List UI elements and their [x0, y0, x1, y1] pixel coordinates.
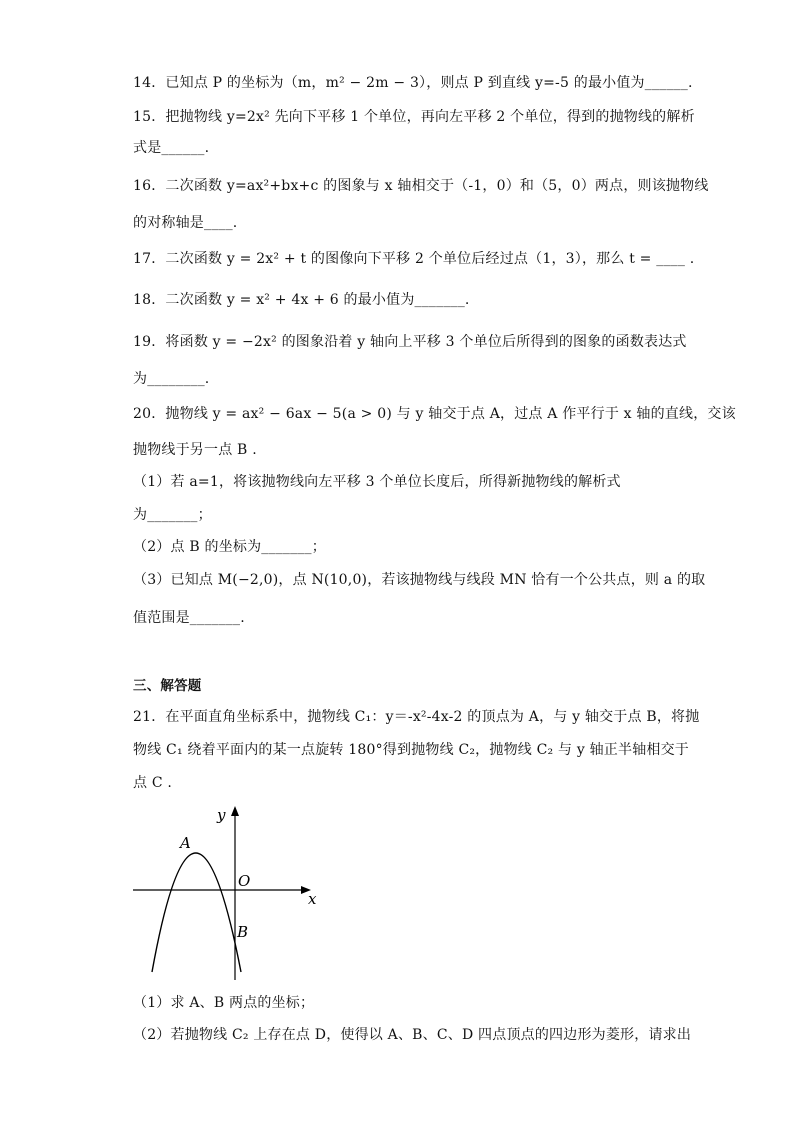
line-p21-1: 21．在平面直角坐标系中，抛物线 C₁：y＝-x²-4x-2 的顶点为 A，与 y 轴交于点 B，将抛 [133, 709, 700, 725]
label-a: A [180, 834, 191, 852]
label-b: B [237, 923, 249, 941]
line-p20-sub3-1: （3）已知点 M(−2,0)，点 N(10,0)，若该抛物线与线段 MN 恰有一个公共点，则 a 的取 [133, 572, 706, 588]
line-p17: 17．二次函数 y = 2x² + t 的图像向下平移 2 个单位后经过点（1，3），那么 t = ____ . [133, 251, 695, 267]
label-y: y [217, 806, 226, 824]
line-p15-1: 15．把抛物线 y=2x² 先向下平移 1 个单位，再向左平移 2 个单位，得到的抛物线的解析 [133, 109, 695, 125]
line-p20-sub2: （2）点 B 的坐标为_______； [133, 539, 326, 555]
line-p20-2: 抛物线于另一点 B . [133, 442, 257, 458]
line-p20-1: 20．抛物线 y = ax² − 6ax − 5(a > 0) 与 y 轴交于点 A，过点 A 作平行于 x 轴的直线，交该 [133, 406, 736, 422]
line-p16-1: 16．二次函数 y=ax²+bx+c 的图象与 x 轴相交于（-1，0）和（5，0）两点，则该抛物线 [133, 178, 709, 194]
line-p15-2: 式是______. [133, 140, 210, 156]
y-axis-arrow [231, 806, 239, 816]
line-p20-sub1-1: （1）若 a=1，将该抛物线向左平移 3 个单位长度后，所得新抛物线的解析式 [133, 474, 621, 490]
label-o: O [238, 872, 251, 890]
line-p20-sub1-2: 为_______； [133, 507, 212, 523]
label-x: x [308, 890, 317, 908]
line-p21-3: 点 C . [133, 775, 173, 791]
parabola-c1 [152, 853, 241, 972]
line-p21-sub1: （1）求 A、B 两点的坐标； [133, 995, 315, 1011]
line-p14: 14．已知点 P 的坐标为（m，m² − 2m − 3），则点 P 到直线 y=-5 的最小值为______. [133, 75, 693, 91]
line-p20-sub3-2: 值范围是_______. [133, 610, 245, 626]
line-p19-1: 19．将函数 y = −2x² 的图象沿着 y 轴向上平移 3 个单位后所得到的图象的函数表达式 [133, 334, 687, 350]
section-title: 三、解答题 [133, 678, 202, 694]
parabola-figure [125, 800, 335, 985]
line-p16-2: 的对称轴是____. [133, 215, 238, 231]
line-p19-2: 为________. [133, 371, 210, 387]
line-p18: 18．二次函数 y = x² + 4x + 6 的最小值为_______. [133, 292, 470, 308]
line-p21-sub2: （2）若抛物线 C₂ 上存在点 D，使得以 A、B、C、D 四点顶点的四边形为菱形，请求出 [133, 1027, 692, 1043]
line-p21-2: 物线 C₁ 绕着平面内的某一点旋转 180°得到抛物线 C₂，抛物线 C₂ 与 y 轴正半轴相交于 [133, 742, 690, 758]
